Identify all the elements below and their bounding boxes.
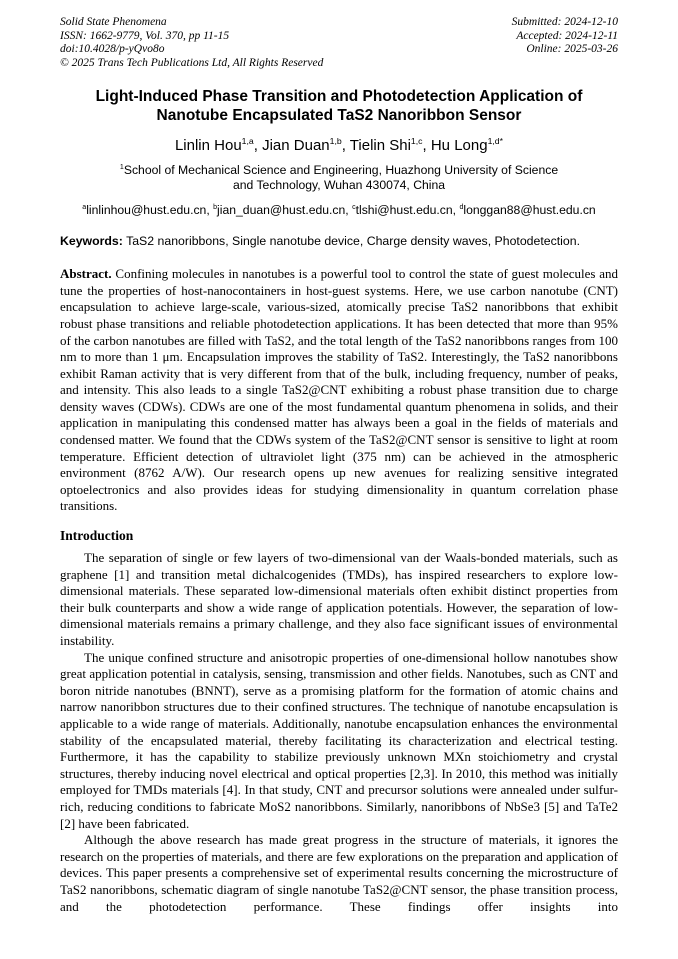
journal-doi: doi:10.4028/p-yQvo8o — [60, 43, 165, 55]
author-emails — [60, 200, 618, 218]
section-heading-introduction: Introduction — [60, 528, 134, 544]
intro-paragraph-3: Although the above research has made great progress in the structure of materials, it ignores the research on the properties of materials, and there are few explorations on the preparation and application of devices. This paper presents a comprehensive set of experimental results concerning the microstructure of TaS2 nanoribbons, schematic diagram of single nanotube TaS2@CNT sensor, the phase transition process, and the photodetection performance. These findings offer insights into — [60, 832, 618, 914]
accepted-date: Accepted: 2024-12-11 — [516, 29, 618, 42]
email — [82, 203, 213, 217]
author-name: , Tielin Shi — [341, 137, 411, 154]
author-superscript: 1,a — [241, 136, 254, 146]
author-superscript: 1,d* — [487, 136, 504, 146]
author — [423, 137, 504, 154]
journal-title: Solid State Phenomena — [60, 16, 167, 28]
email-address: tlshi@hust.edu.cn, — [355, 203, 460, 218]
abstract-paragraph — [60, 266, 618, 515]
abstract-label: Abstract. — [60, 266, 112, 282]
paper-title-line1: Light-Induced Phase Transition and Photodetection Application of — [95, 88, 583, 105]
keywords-text: TaS2 nanoribbons, Single nanotube device, Charge density waves, Photodetection. — [122, 234, 580, 249]
submitted-date: Submitted: 2024-12-10 — [511, 16, 618, 28]
submission-dates-block — [512, 16, 618, 70]
email-superscript: b — [213, 204, 218, 212]
email — [459, 203, 595, 217]
authors-line — [60, 132, 618, 155]
affiliation-superscript: 1 — [119, 164, 124, 171]
abstract-text: Confining molecules in nanotubes is a powerful tool to control the state of guest molecules and tune the properties of host-nanocontainers in host-guest systems. Here, we use carbon nanotube (CNT) encapsulation to achieve large-scale, various-sized, atomically precise TaS2 nanoribbons that exhibit robust phase transitions and reliable photodetection applications. It has been detected that more than 95% of the carbon nanotubes are filled with TaS2, and the total length of the TaS2 nanoribbons ranges from 100 nm to more than 1 μm. Encapsulation improves the stability of TaS2. Interestingly, the TaS2 nanoribbons exhibit Raman activity that is very different from that of the bulk, including frequency, number of peaks, and intensity. This also leads to a single TaS2@CNT exhibiting a robust phase transition due to charge density waves (CDWs). CDWs are one of the most fundamental quantum phenomena in solids, and their application in manipulating this condensed matter has always been a goal in the fields of materials and condensed matter. We found that the CDWs system of the TaS2@CNT sensor is sensitive to light at room temperature. Efficient detection of ultraviolet light (375 nm) can be achieved in the atmospheric environment (8762 A/W). Our research opens up new avenues for realizing sensitive integrated optoelectronics and also provides ideas for studying dimensionality in quantum correlation phase transitions. — [60, 266, 618, 514]
author — [254, 137, 342, 154]
author-name: , Jian Duan — [253, 137, 330, 154]
intro-paragraph-1: The separation of single or few layers of two-dimensional van der Waals-bonded materials, such as graphene [1] and transition metal dichalcogenides (TMDs), has inspired researchers to explore low- dimensional materials. These separated low-dimensional materials often exhibit distinct properties from their bulk counterparts and show a wide range of application potentials. However, the separation of low-dimensional materials remains a primary challenge, and they also face significant issues of environmental instability. — [60, 550, 618, 648]
affiliation-line2: and Technology, Wuhan 430074, China — [232, 178, 446, 193]
paper-title-line2: Nanotube Encapsulated TaS2 Nanoribbon Sensor — [156, 107, 522, 124]
author-name: , Hu Long — [422, 137, 488, 154]
journal-copyright: © 2025 Trans Tech Publications Ltd, All Rights Reserved — [60, 56, 324, 69]
author-name: Linlin Hou — [174, 137, 242, 154]
email — [352, 203, 459, 217]
journal-info-block — [60, 16, 323, 70]
email-address: linlinhou@hust.edu.cn, — [86, 203, 214, 218]
keywords-label: Keywords: — [60, 234, 123, 249]
email-address: jian_duan@hust.edu.cn, — [217, 203, 353, 218]
author-superscript: 1,c — [410, 136, 423, 146]
online-date: Online: 2025-03-26 — [526, 43, 618, 55]
intro-paragraph-2: The unique confined structure and anisotropic properties of one-dimensional hollow nanotubes show great application potential in catalysis, sensing, transmission and other fields. Nanotubes, such as CNT and boron nitride nanotubes (BNNT), serve as a promising platform for the formation of atomic chains and narrow nanoribbon structures due to their confined structures. The technique of nanotube encapsulation is applicable to a wide range of materials. Additionally, nanotube encapsulation enhances the environmental stability of the encapsulated material, thereby facilitating its characterization and electrical testing. Furthermore, it has the capability to stabilize previously unknown MXn stoichiometry and crystal structures, thereby inducing novel electrical and optical properties [2,3]. In 2010, this method was initially employed for TMDs materials [4]. In that study, CNT and precursor solutions were annealed under sulfur-rich, reducing conditions to fabricate MoS2 nanoribbons. Similarly, nanoribbons of NbSe3 [5] and TaTe2 [2] have been fabricated. — [60, 649, 618, 831]
journal-header — [60, 16, 618, 70]
email-address: longgan88@hust.edu.cn — [463, 203, 596, 218]
email-superscript: a — [82, 204, 87, 212]
affiliation-line1: School of Mechanical Science and Engineering, Huazhong University of Science — [123, 163, 559, 178]
email-superscript: c — [352, 204, 356, 212]
journal-issn-volume: ISSN: 1662-9779, Vol. 370, pp 11-15 — [60, 29, 230, 42]
paper-title — [60, 87, 618, 125]
author-superscript: 1,b — [329, 136, 342, 146]
keywords-line — [60, 234, 618, 249]
affiliation — [60, 160, 618, 193]
email-superscript: d — [459, 204, 464, 212]
author — [175, 137, 254, 154]
author — [342, 137, 423, 154]
email — [213, 203, 352, 217]
